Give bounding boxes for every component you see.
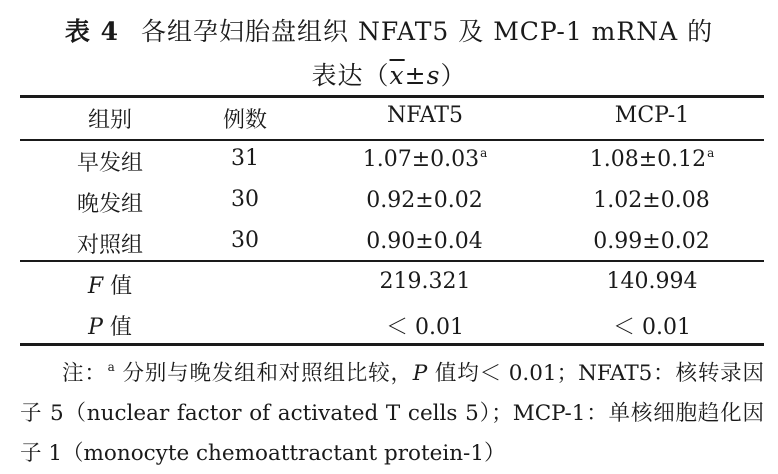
table-header-rule — [20, 139, 764, 141]
table-row-nfat5: 1.07±0.03$^a$ — [362, 146, 488, 172]
table-row-nfat5: 0.92±0.02 — [366, 188, 483, 213]
stat-p-nfat5: ＜ 0.01 — [386, 315, 464, 340]
footnote-marker: a — [480, 146, 488, 160]
stat-p-mcp1: ＜ 0.01 — [613, 315, 691, 340]
table-bottom-rule — [20, 343, 764, 346]
table-footnote — [20, 347, 764, 474]
table-title-line1: 各组孕妇胎盘组织 NFAT5 及 MCP-1 mRNA 的 — [141, 17, 714, 46]
sd-symbol: s — [426, 61, 441, 90]
table-top-rule — [20, 95, 764, 98]
table-row-nfat5: 0.90±0.04 — [366, 229, 483, 254]
stat-f-mcp1: 140.994 — [606, 269, 698, 294]
table-label: 表 4 — [64, 17, 120, 46]
note-part1: 分别与晚发组和对照组比较， — [114, 361, 413, 386]
table-row-group: 早发组 — [76, 151, 144, 176]
table-row-count: 30 — [231, 228, 259, 253]
stat-label-f: F 值 — [87, 274, 133, 299]
title-line2-prefix: 表达（ — [311, 61, 390, 90]
stat-label-p: P 值 — [88, 315, 132, 340]
header-count: 例数 — [222, 108, 268, 133]
note-part2: 值均＜ 0.01；NFAT5：核转录因子 5（nuclear factor of activated T cells 5）；MCP-1：单核细胞趋化因子 1（monocyte chemoattractant protein-1） — [20, 361, 764, 466]
table-mid-rule — [20, 260, 764, 262]
table-title — [0, 12, 778, 48]
table-row-mcp1: 1.08±0.12$^a$ — [589, 146, 715, 172]
stat-f-nfat5: 219.321 — [379, 269, 471, 294]
footnote-marker: a — [707, 146, 715, 160]
note-marker: a — [107, 360, 115, 374]
title-line2-suffix: ） — [440, 61, 467, 90]
header-nfat5: NFAT5 — [387, 103, 463, 128]
plus-minus: ± — [404, 61, 427, 90]
table-title-line2 — [0, 56, 778, 92]
header-group: 组别 — [87, 108, 133, 133]
note-prefix: 注： — [62, 361, 107, 386]
table-row-mcp1: 1.02±0.08 — [593, 188, 710, 213]
header-mcp1: MCP-1 — [614, 103, 690, 128]
table-row-count: 31 — [231, 146, 259, 171]
mean-symbol: $\overline{x}$ — [389, 61, 405, 90]
table-row-count: 30 — [231, 187, 259, 212]
table-row-group: 晚发组 — [76, 192, 144, 217]
table-row-group: 对照组 — [76, 233, 144, 258]
table-row-mcp1: 0.99±0.02 — [593, 229, 710, 254]
note-p-symbol: P — [412, 361, 428, 386]
